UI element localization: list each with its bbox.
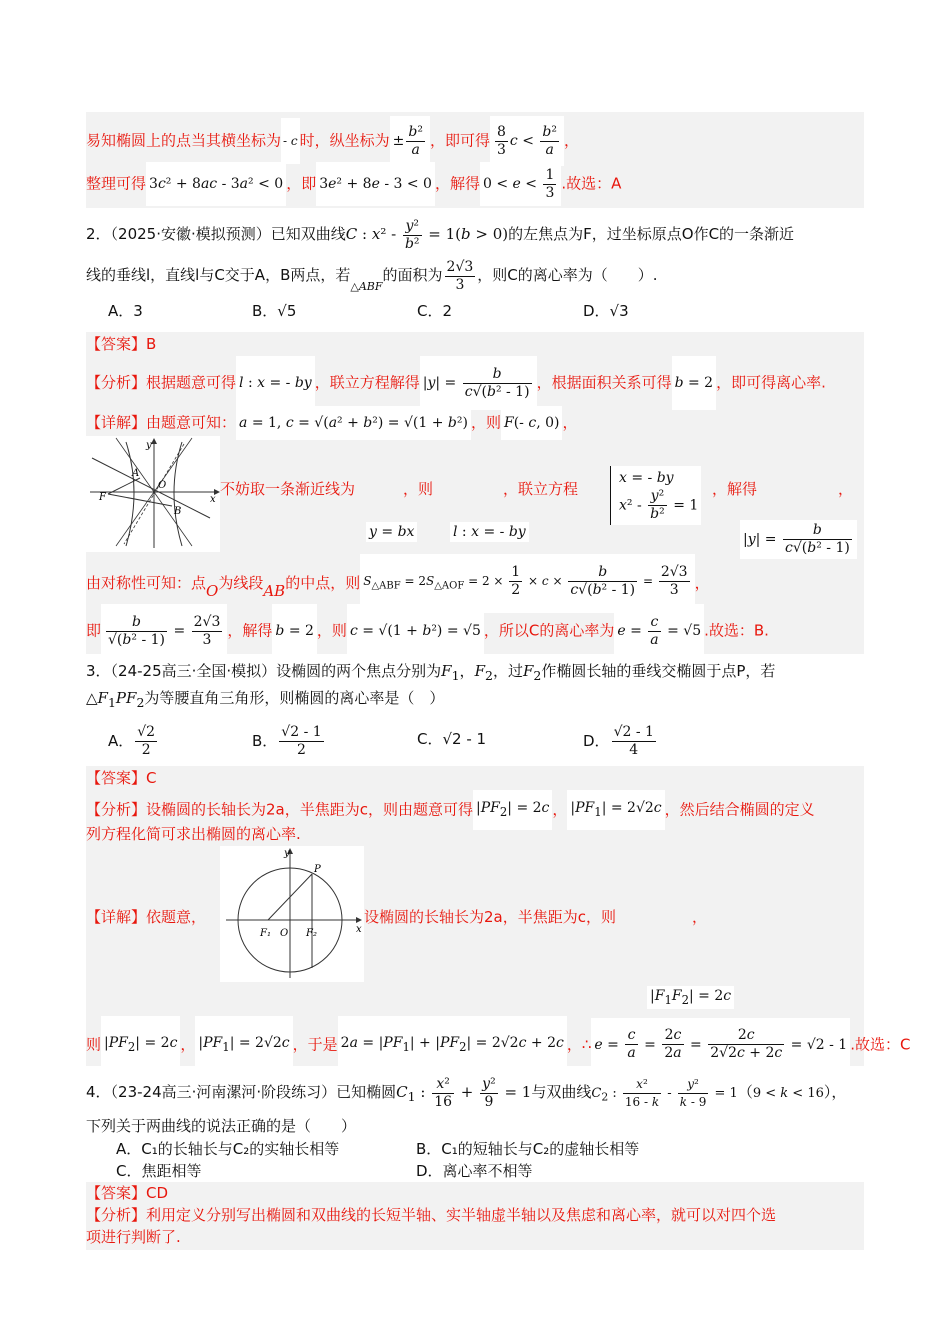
- fig-label-f: F: [99, 492, 106, 503]
- math-system-line2: x² - $\frac{\text{y²}}{\text{b²}}$ = 1: [619, 488, 699, 522]
- math-neg-c: - c: [281, 118, 300, 164]
- math-eccentricity: e = $\frac{c}{a}$ = √5: [614, 604, 704, 658]
- option-b[interactable]: B． $\frac{√2 - 1}{2}$: [252, 724, 322, 758]
- fig-label-f1: F₁: [260, 928, 271, 939]
- options-row: [86, 710, 864, 758]
- option-d[interactable]: D． $\frac{√2 - 1}{4}$: [583, 724, 654, 758]
- fig-label-x: x: [210, 494, 216, 505]
- ellipse-figure: [220, 846, 364, 982]
- fig-label-y: y: [146, 440, 152, 451]
- math-pf1: $|PF_1| = 2√2c$: [567, 790, 664, 830]
- math-system-line1: x = - by: [619, 470, 674, 486]
- math-perpendicular: l : x = - by: [450, 522, 529, 542]
- math-inequality-c: $\frac{8}{3}$ c < $\frac{\text{b²}}{a}$: [490, 116, 564, 166]
- math-hyperbola-c: C : x² - $\frac{\text{y²}}{\text{b²}}$ = 1(b > 0): [345, 217, 509, 252]
- math-f1: $F_1$: [441, 662, 460, 683]
- answer-label: 【答案】B: [86, 335, 157, 353]
- math-e-final: e = $\frac{c}{a}$ = $\frac{2c}{2a}$ = $\frac{2c}{2√2c + 2c}$ = √2 - 1: [591, 1018, 850, 1072]
- option-b[interactable]: B．C₁的短轴长与C₂的虚轴长相等: [416, 1140, 640, 1158]
- math-b-2: b = 2: [272, 604, 317, 658]
- option-d[interactable]: D．离心率不相等: [416, 1162, 533, 1180]
- math-f2-b: $F_2$: [522, 662, 542, 683]
- solution-block-q2: 【答案】B 【分析】根据题意可得 l : x = - by ，联立方程解得 |y| = $\frac{b}{\text{c√(b² - 1)}}$ ，根据面积关系可得 b = 2 ，即可得离心率. 【详解】由题意可知： a = 1, c = √(a² + b²) = √(1 + b²) ，则 F(- c, 0) ， y A O F B x 不妨取一条渐近线为 ，则 ，联立方程 x = - by x² - $\frac{\text{y²}}{\text{b²}}$ = 1 ，解得 ， y = bx l : x = - by |y| = $\frac{b}{\text{c√(b² - 1)}}$ 由对称性可知：点O为线段AB的中点，则 $S_{\triangle ABF} = 2S_{\triangle AOF} = 2$ × $\frac{1}{2}$ × c × $\frac{b}{\text{c√(b² - 1)}}$ = $\frac{2√3}{3}$ ， 即 $\frac{b}{\text{√(b² - 1)}}$ = $\frac{2√3}{3}$ ，解得 b = 2 ，则 c = √(1 + b²) = √5 ，所以C的离心率为 e = $\frac{c}{a}$ = √5 .故选：B.: [86, 332, 864, 654]
- fig-label-p: P: [314, 864, 321, 875]
- math-b-eq-2: b = 2: [672, 356, 717, 410]
- math-k-range: 9 < k < 16: [752, 1086, 824, 1101]
- math-abs-y-result: |y| = $\frac{b}{\text{c√(b² - 1)}}$: [740, 520, 857, 559]
- question-4: 4．（23-24高三·河南漯河·阶段练习）已知椭圆$C_1$ : $\frac{\text{x²}}{16}$ + $\frac{\text{y²}}{9}$ = 1与双曲线$C_2$ : $\frac{\text{x²}}{16 - k}$ - $\frac{\text{y²}}{k - 9}$ = 1（9 < k < 16）， 下列关于两曲线的说法正确的是（ ） A．C₁的长轴长与C₂的实轴长相等 B．C₁的短轴长与C₂的虚轴长相等 C．焦距相等 D．离心率不相等 【答案】CD 【分析】利用定义分别写出椭圆和双曲线的长短半轴、实半轴虚半轴以及焦虑和离心率，就可以对四个选 项进行判断了.: [86, 1070, 864, 1250]
- math-point-f: F(- c, 0): [501, 406, 563, 440]
- math-triangle-f1pf2: $\triangle F_1PF_2$: [86, 689, 145, 710]
- math-abs-y: |y| = $\frac{b}{\text{c√(b² - 1)}}$: [420, 356, 537, 410]
- math-pf2: $|PF_2| = 2c$: [473, 790, 552, 830]
- option-c[interactable]: C．√2 - 1: [417, 730, 487, 748]
- option-a[interactable]: A．C₁的长轴长与C₂的实轴长相等: [116, 1140, 340, 1158]
- math-pf1-last: $|PF_1| = 2√2c$: [195, 1016, 292, 1074]
- math-a-c-values: a = 1, c = √(a² + b²) = √(1 + b²): [236, 406, 471, 440]
- option-c[interactable]: C．2: [417, 302, 453, 320]
- math-area-equation: $S_{\triangle ABF} = 2S_{\triangle AOF} = 2$ × $\frac{1}{2}$ × c × $\frac{b}{\text{c√(b² - 1)}}$ = $\frac{2√3}{3}$: [360, 554, 694, 613]
- solution-block-previous: 易知椭圆上的点当其横坐标为 - c 时，纵坐标为 ± $\frac{\text{b²}}{a}$ ，即可得 $\frac{8}{3}$ c < $\frac{\text{b²}}{a}$ ， 整理可得 3c² + 8ac - 3a² < 0 ，即 3e² + 8e - 3 < 0 ，解得 0 < e < $\frac{1}{3}$ .故选：A: [86, 112, 864, 208]
- math-2a: $2a = |PF_1| + |PF_2| = 2√2c + 2c$: [338, 1016, 567, 1074]
- question-2: 2．（2025·安徽·模拟预测）已知双曲线C : x² - $\frac{\text{y²}}{\text{b²}}$ = 1(b > 0)的左焦点为F，过坐标原点O作C的一条渐近 线的垂线l，直线l与C交于A，B两点，若$_{\triangle ABF}$的面积为 $\frac{2√3}{3}$ ，则C的离心率为（ ）. A．3 B．√5 C．2 D．√3 【答案】B 【分析】根据题意可得 l : x = - by ，联立方程解得 |y| = $\frac{b}{\text{c√(b² - 1)}}$ ，根据面积关系可得 b = 2 ，即可得离心率. 【详解】由题意可知： a = 1, c = √(a² + b²) = √(1 + b²) ，则 F(- c, 0) ， y A O F B x 不妨取一条渐近线为 ，则 ，联立方程 x = - by x² - $\frac{\text{y²}}{\text{b²}}$ = 1 ，解得 ， y = bx l : x = - by |y| = $\frac{b}{\text{c√(b² - 1)}}$ 由对称性可知：点O为线段AB的中点，则 $S_{\triangle ABF} = 2S_{\triangle AOF} = 2$ × $\frac{1}{2}$ × c × $\frac{b}{\text{c√(b² - 1)}}$ = $\frac{2√3}{3}$ ， 即 $\frac{b}{\text{√(b² - 1)}}$ = $\frac{2√3}{3}$ ，解得 b = 2 ，则 c = √(1 + b²) = √5 ，所以C的离心率为 e = $\frac{c}{a}$ = √5 .故选：B.: [86, 214, 864, 654]
- option-d[interactable]: D．√3: [583, 302, 629, 320]
- option-a[interactable]: A．3: [108, 302, 143, 320]
- math-o: O: [206, 582, 219, 601]
- math-asymptote: y = bx: [366, 522, 417, 542]
- option-a[interactable]: A． $\frac{√2}{2}$: [108, 724, 156, 758]
- math-hyperbola-c2: $C_2$ : $\frac{\text{x²}}{16 - k}$ - $\frac{\text{y²}}{k - 9}$ = 1: [591, 1077, 738, 1109]
- fig-label-a: A: [132, 468, 140, 479]
- solution-block-q4: 【答案】CD 【分析】利用定义分别写出椭圆和双曲线的长短半轴、实半轴虚半轴以及焦虑和离心率，就可以对四个选 项进行判断了.: [86, 1182, 864, 1250]
- math-quadratic-c: 3c² + 8ac - 3a² < 0: [146, 162, 286, 206]
- math-triangle-abf: △ABF: [350, 280, 383, 293]
- fig-label-y: y: [284, 848, 290, 859]
- question-3: 3．（24-25高三·全国·模拟）设椭圆的两个焦点分别为$F_1$，$F_2$，过$F_2$作椭圆长轴的垂线交椭圆于点P，若 $\triangle F_1PF_2$为等腰直角三角形，则椭圆的离心率是（ ） A． $\frac{√2}{2}$ B． $\frac{√2 - 1}{2}$ C．√2 - 1 D． $\frac{√2 - 1}{4}$ 【答案】C 【分析】设椭圆的长轴长为2a，半焦距为c，则由题意可得 $|PF_2| = 2c$ ， $|PF_1| = 2√2c$ ，然后结合椭圆的定义 列方程化简可求出椭圆的离心率. 【详解】依题意， y P F₁ O F₂ x 设椭圆的长轴长为2a，半焦距为c，则 ， $|F_1F_2| = 2c$ 则 $|PF_2| = 2c$ ， $|PF_1| = 2√2c$ ，于是 $2a = |PF_1| + |PF_2| = 2√2c + 2c$ ，∴ e = $\frac{c}{a}$ = $\frac{2c}{2a}$ = $\frac{2c}{2√2c + 2c}$ = √2 - 1 .故选：C: [86, 656, 864, 1066]
- math-pf2-last: $|PF_2| = 2c$: [101, 1016, 180, 1074]
- fig-label-o: O: [158, 480, 167, 491]
- options-row: [86, 296, 864, 326]
- option-c[interactable]: C．焦距相等: [116, 1162, 202, 1180]
- fig-label-f2: F₂: [306, 928, 317, 939]
- answer-label: 【答案】C: [86, 769, 157, 787]
- math-area-value: $\frac{2√3}{3}$: [446, 258, 474, 293]
- math-f1f2: $|F_1F_2| = 2c$: [647, 986, 734, 1009]
- fig-label-b: B: [174, 506, 182, 517]
- math-ellipse-c1: $C_1$ : $\frac{\text{x²}}{16}$ + $\frac{\text{y²}}{9}$ = 1: [396, 1075, 532, 1110]
- math-ab: AB: [263, 582, 286, 601]
- math-system: [610, 466, 701, 525]
- hyperbola-figure: [86, 436, 220, 552]
- math-line-l: l : x = - by: [236, 356, 315, 410]
- math-pm-b2-over-a: ± $\frac{\text{b²}}{a}$: [390, 116, 430, 166]
- math-c-value: c = √(1 + b²) = √5: [347, 604, 484, 658]
- math-e-range: 0 < e < $\frac{1}{3}$: [480, 162, 561, 206]
- fig-label-x: x: [356, 924, 362, 935]
- page-content: [86, 112, 911, 1250]
- fig-label-o: O: [280, 928, 289, 939]
- math-b-equation: $\frac{b}{\text{√(b² - 1)}}$ = $\frac{2√3}{3}$: [101, 604, 227, 658]
- math-quadratic-e: 3e² + 8e - 3 < 0: [316, 162, 435, 206]
- answer-label: 【答案】CD: [86, 1184, 169, 1202]
- solution-block-q3: 【答案】C 【分析】设椭圆的长轴长为2a，半焦距为c，则由题意可得 $|PF_2| = 2c$ ， $|PF_1| = 2√2c$ ，然后结合椭圆的定义 列方程化简可求出椭圆的离心率. 【详解】依题意， y P F₁ O F₂ x 设椭圆的长轴长为2a，半焦距为c，则 ， $|F_1F_2| = 2c$ 则 $|PF_2| = 2c$ ， $|PF_1| = 2√2c$ ，于是 $2a = |PF_1| + |PF_2| = 2√2c + 2c$ ，∴ e = $\frac{c}{a}$ = $\frac{2c}{2a}$ = $\frac{2c}{2√2c + 2c}$ = √2 - 1 .故选：C: [86, 766, 864, 1066]
- math-f2: $F_2$: [474, 662, 493, 683]
- option-b[interactable]: B．√5: [252, 302, 297, 320]
